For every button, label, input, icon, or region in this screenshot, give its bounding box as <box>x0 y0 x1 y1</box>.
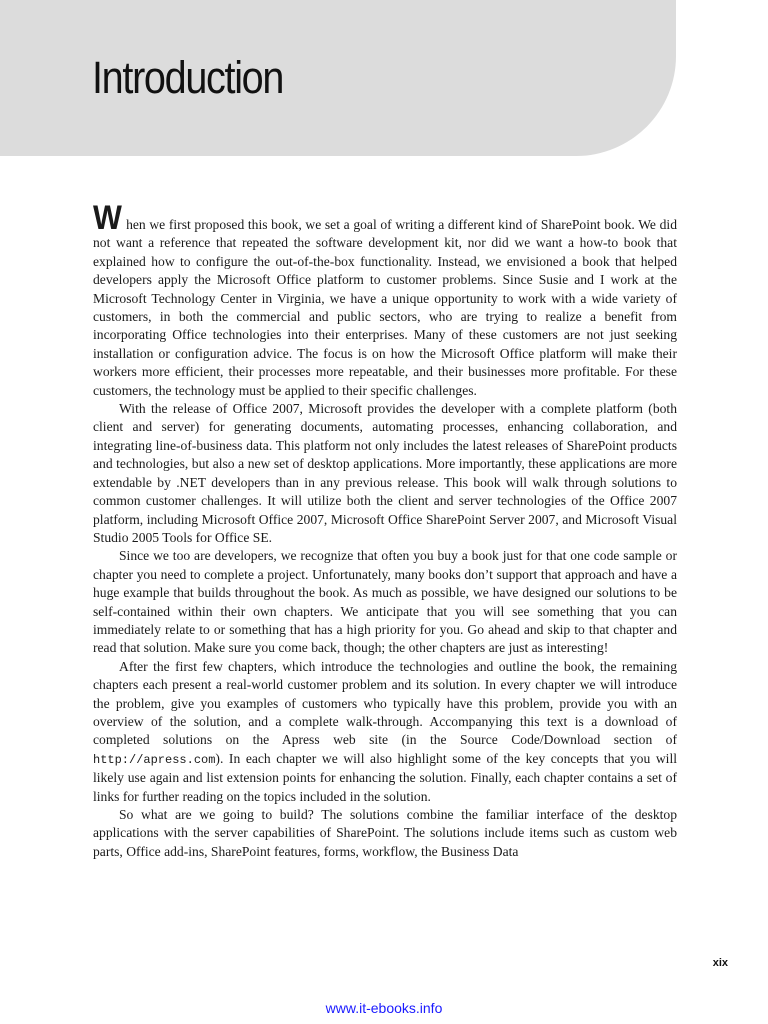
paragraph-4-text-before: After the first few chapters, which introduce the technologies and outline the book, the remaining chapters each present a real-world customer problem and its solution. In every chapter we will introduce the problem, give you examples of customers who typically have this problem, provide you with an overview of the solution, and a complete walk-through. Accompanying this text is a download of completed solutions on the Apress web site (in the Source Code/Download section of <box>93 658 677 748</box>
body-text <box>93 199 677 861</box>
chapter-title: Introduction <box>92 52 284 103</box>
paragraph-4-text-after: ). In each chapter we will also highlight some of the key concepts that you will likely use again and list extension points for enhancing the solution. Finally, each chapter contains a set of links for further reading on the topics included in the solution. <box>93 750 677 804</box>
paragraph-4 <box>93 658 677 806</box>
drop-cap: W <box>93 199 122 237</box>
paragraph-2: With the release of Office 2007, Microsoft provides the developer with a complete platform (both client and server) for generating documents, automating processes, enhancing collaboration, and integrating line-of-business data. This platform not only includes the latest releases of SharePoint products and technologies, but also a new set of desktop applications. More importantly, these applications are more extendable by .NET developers than in any previous release. This book will walk through solutions to common customer challenges. It will utilize both the client and server technologies of the Office 2007 platform, including Microsoft Office 2007, Microsoft Office SharePoint Server 2007, and Microsoft Visual Studio 2005 Tools for Office SE. <box>93 401 677 545</box>
paragraph-1-text: hen we first proposed this book, we set a goal of writing a different kind of SharePoint book. We did not want a reference that repeated the software development kit, nor did we want a how-to book that explained how to configure the out-of-the-box functionality. Instead, we envisioned a book that helped developers apply the Microsoft Office platform to customer problems. Since Susie and I work at the Microsoft Technology Center in Virginia, we have a unique opportunity to work with a wide variety of customers, in both the commercial and public sectors, who are trying to realize a benefit from incorporating Office technologies into their enterprises. Many of these customers are not just seeking installation or configuration advice. The focus is on how the Microsoft Office platform will make their workers more efficient, their processes more repeatable, and their businesses more profitable. For these customers, the technology must be applied to their specific challenges. <box>93 217 677 398</box>
footer-link[interactable]: www.it-ebooks.info <box>325 1000 443 1016</box>
paragraph-5: So what are we going to build? The solutions combine the familiar interface of the desktop applications with the server capabilities of SharePoint. The solutions include items such as custom web parts, Office add-ins, SharePoint features, forms, workflow, the Business Data <box>93 807 677 859</box>
paragraph-1 <box>93 199 677 400</box>
page-number: xix <box>712 957 728 969</box>
apress-url: http://apress.com <box>93 752 216 767</box>
paragraph-3: Since we too are developers, we recognize that often you buy a book just for that one code sample or chapter you need to complete a project. Unfortunately, many books don’t support that approach and have a huge example that builds throughout the book. As much as possible, we have designed our solutions to be self-contained within their own chapters. We anticipate that you will see something that you can immediately relate to or something that has a high priority for you. Go ahead and skip to that chapter and read that solution. Make sure you come back, though; the other chapters are just as interesting! <box>93 548 677 656</box>
